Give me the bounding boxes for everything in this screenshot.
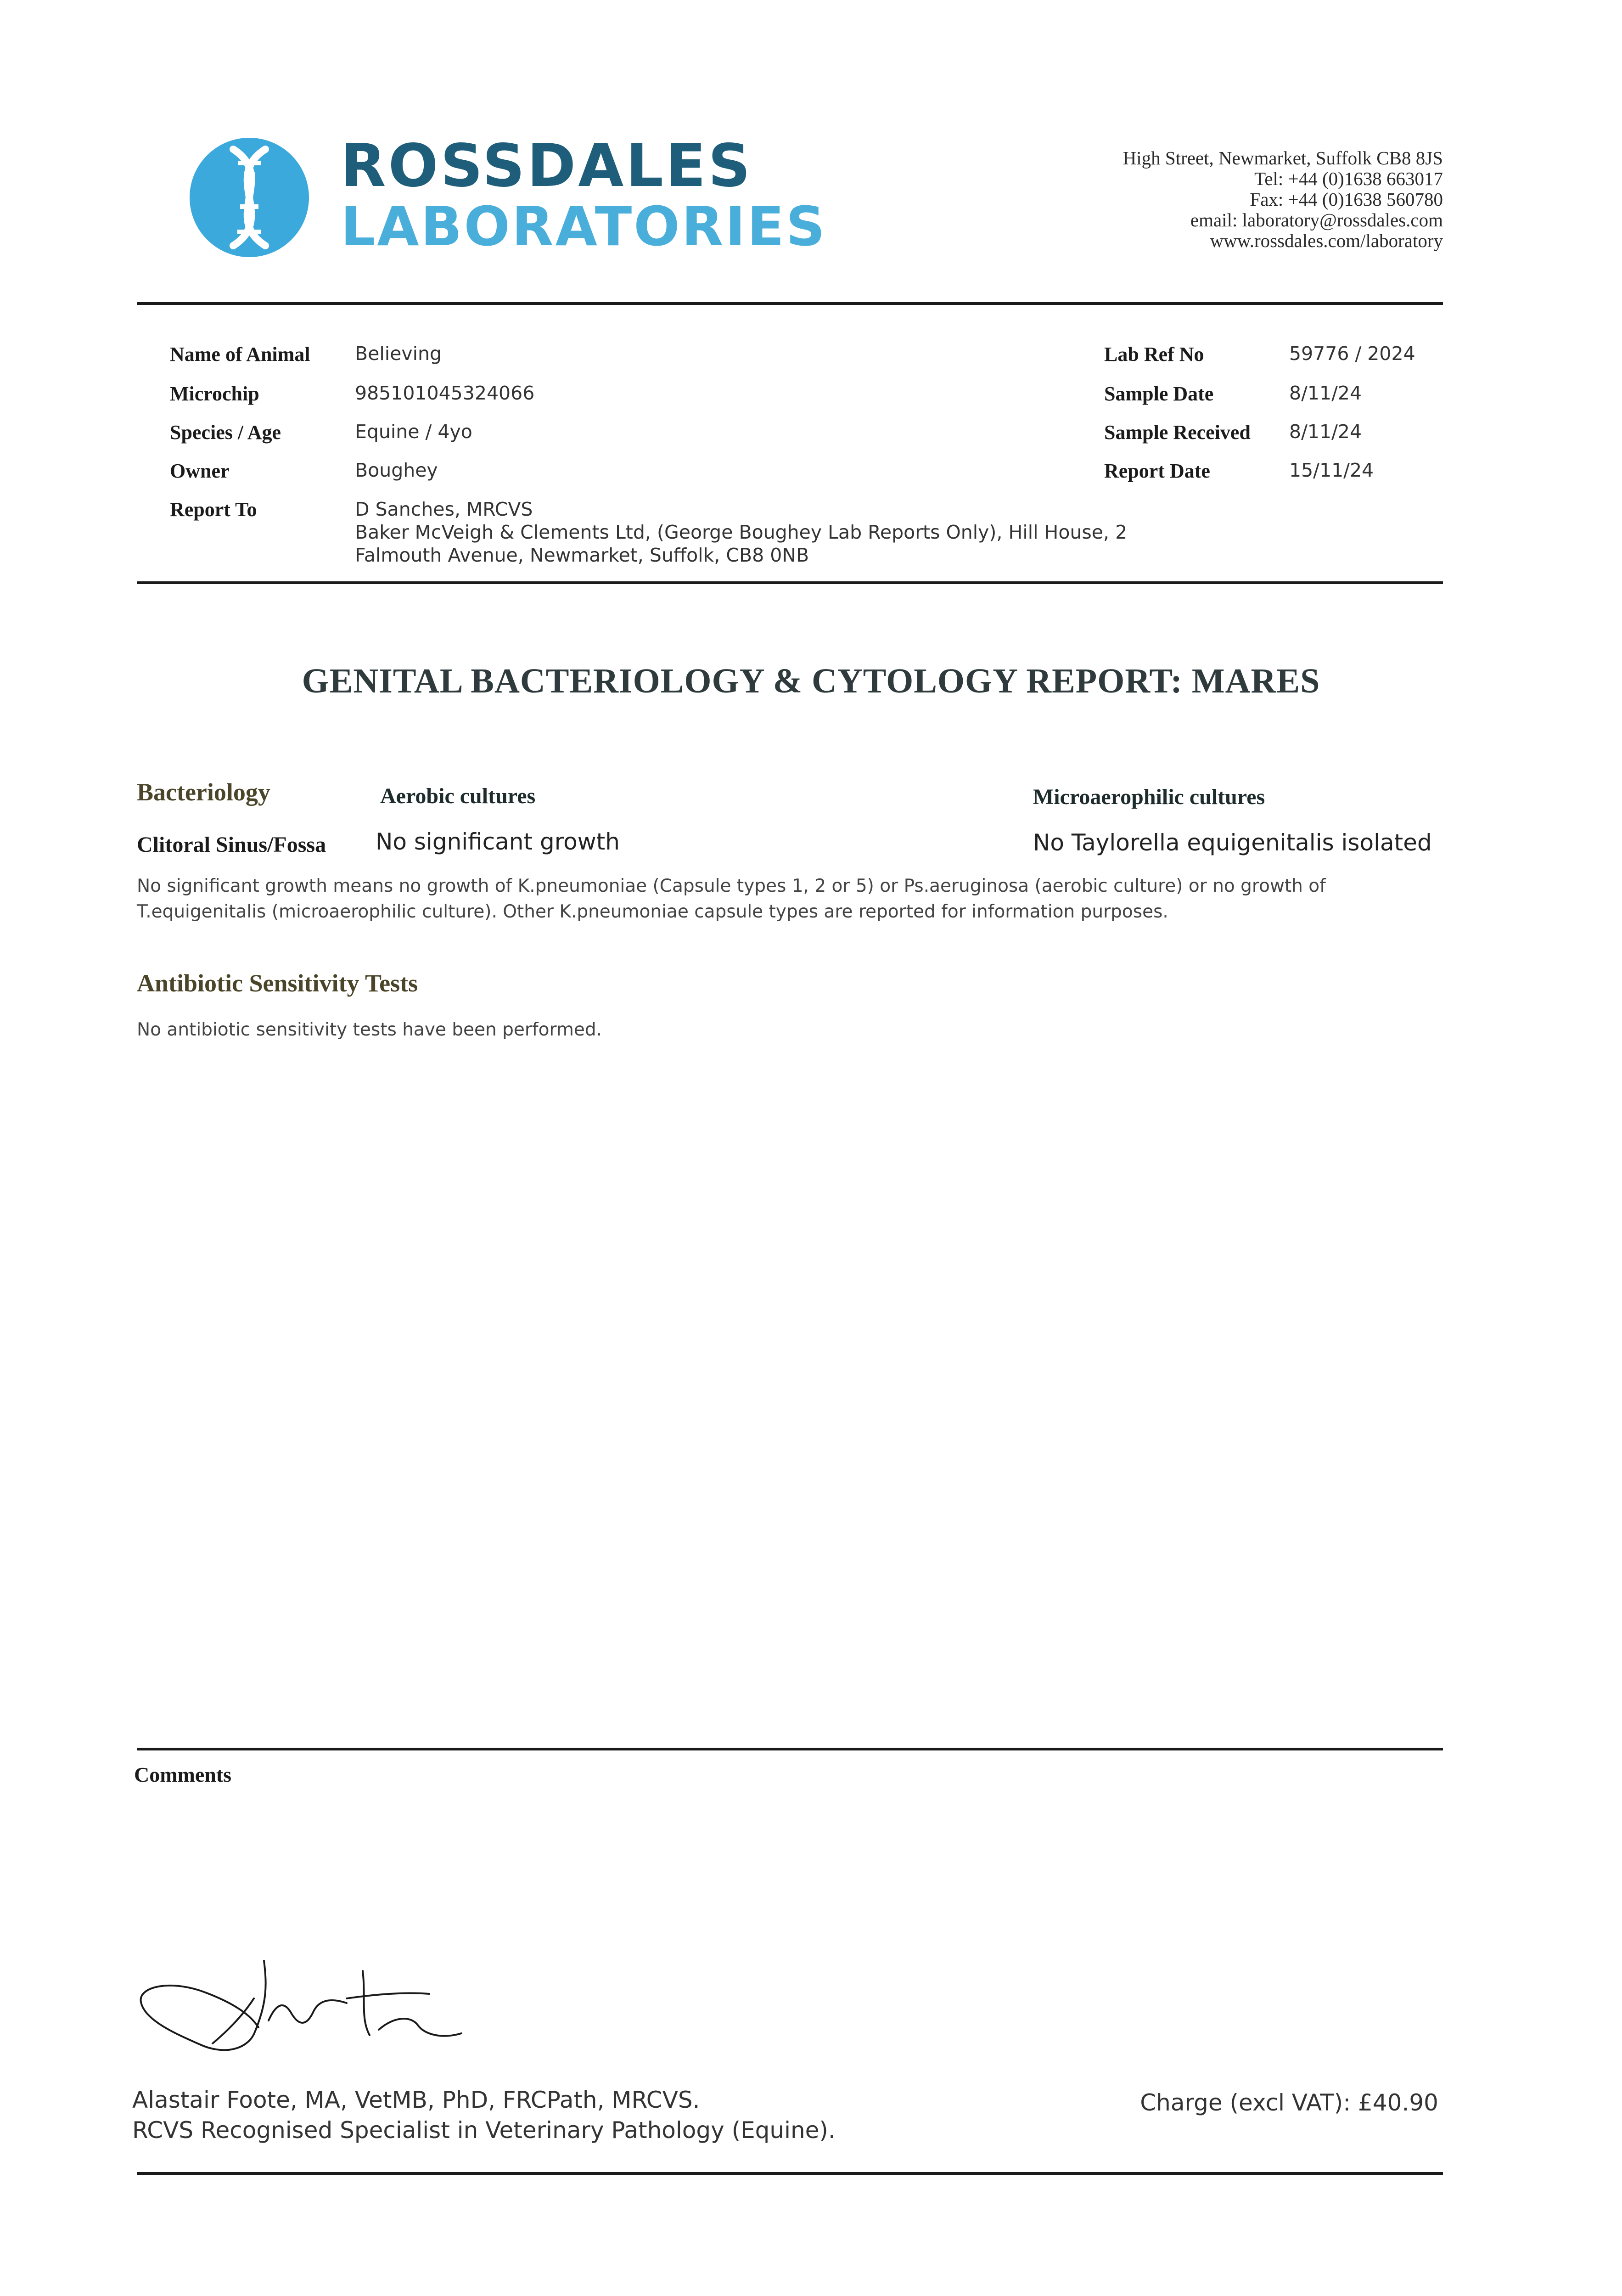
sample-site-label: Clitoral Sinus/Fossa	[137, 833, 326, 857]
header-divider	[137, 302, 1443, 305]
species-age-value: Equine / 4yo	[355, 421, 472, 443]
name-of-animal-value: Believing	[355, 343, 442, 365]
comments-label: Comments	[134, 1763, 232, 1786]
logo-wordmark-line1: ROSSDALES	[341, 132, 753, 200]
sample-received-value: 8/11/24	[1289, 421, 1362, 443]
report-to-block	[355, 498, 1127, 567]
report-date-value: 15/11/24	[1289, 459, 1374, 481]
owner-value: Boughey	[355, 459, 438, 481]
sample-date-value: 8/11/24	[1289, 382, 1362, 404]
lab-ref-label: Lab Ref No	[1104, 343, 1204, 366]
signatory-title: RCVS Recognised Specialist in Veterinary Pathology (Equine).	[132, 2117, 836, 2144]
signatory-name: Alastair Foote, MA, VetMB, PhD, FRCPath, MRCVS.	[132, 2087, 700, 2113]
species-age-label: Species / Age	[170, 421, 281, 444]
dna-helix-icon	[190, 138, 309, 257]
signature	[131, 1947, 480, 2066]
sample-date-label: Sample Date	[1104, 383, 1214, 405]
sample-received-label: Sample Received	[1104, 421, 1251, 444]
antibiotic-sensitivity-heading: Antibiotic Sensitivity Tests	[137, 969, 418, 997]
comments-divider	[137, 1748, 1443, 1750]
address-website: www.rossdales.com/laboratory	[1210, 230, 1443, 251]
report-date-label: Report Date	[1104, 460, 1210, 482]
patient-details-divider	[137, 581, 1443, 584]
owner-label: Owner	[170, 460, 230, 482]
bacteriology-footnote: No significant growth means no growth of K.pneumoniae (Capsule types 1, 2 or 5) or Ps.aeruginosa (aerobic culture) or no growth of T.equigenitalis (microaerophilic culture). Other K.pneumoniae capsule types are reported for information purposes.	[137, 876, 1326, 922]
microaerophilic-result: No Taylorella equigenitalis isolated	[1033, 829, 1432, 856]
bacteriology-heading: Bacteriology	[137, 778, 270, 806]
address-email: email: laboratory@rossdales.com	[1190, 209, 1443, 231]
lab-ref-value: 59776 / 2024	[1289, 343, 1415, 365]
footer-divider	[137, 2172, 1443, 2175]
microaerophilic-cultures-heading: Microaerophilic cultures	[1033, 785, 1265, 809]
address-tel: Tel: +44 (0)1638 663017	[1254, 168, 1443, 189]
lab-logo-emblem	[190, 138, 309, 257]
charge-amount: Charge (excl VAT): £40.90	[1140, 2089, 1438, 2116]
microchip-label: Microchip	[170, 383, 259, 405]
report-to-line-2: Baker McVeigh & Clements Ltd, (George Boughey Lab Reports Only), Hill House, 2	[355, 521, 1128, 543]
report-to-line-3: Falmouth Avenue, Newmarket, Suffolk, CB8 0NB	[355, 544, 809, 566]
signatory-block	[132, 2085, 836, 2145]
name-of-animal-label: Name of Animal	[170, 343, 310, 366]
address-street: High Street, Newmarket, Suffolk CB8 8JS	[1122, 147, 1443, 169]
report-to-label: Report To	[170, 498, 257, 521]
aerobic-result: No significant growth	[376, 828, 620, 855]
lab-address-block	[1123, 148, 1443, 251]
report-to-line-1: D Sanches, MRCVS	[355, 498, 533, 520]
report-title: GENITAL BACTERIOLOGY & CYTOLOGY REPORT: MARES	[302, 662, 1320, 700]
logo-wordmark-line2: LABORATORIES	[341, 195, 827, 258]
antibiotic-sensitivity-text: No antibiotic sensitivity tests have been performed.	[137, 1019, 602, 1040]
aerobic-cultures-heading: Aerobic cultures	[380, 784, 536, 808]
address-fax: Fax: +44 (0)1638 560780	[1250, 189, 1443, 210]
microchip-value: 985101045324066	[355, 382, 535, 404]
